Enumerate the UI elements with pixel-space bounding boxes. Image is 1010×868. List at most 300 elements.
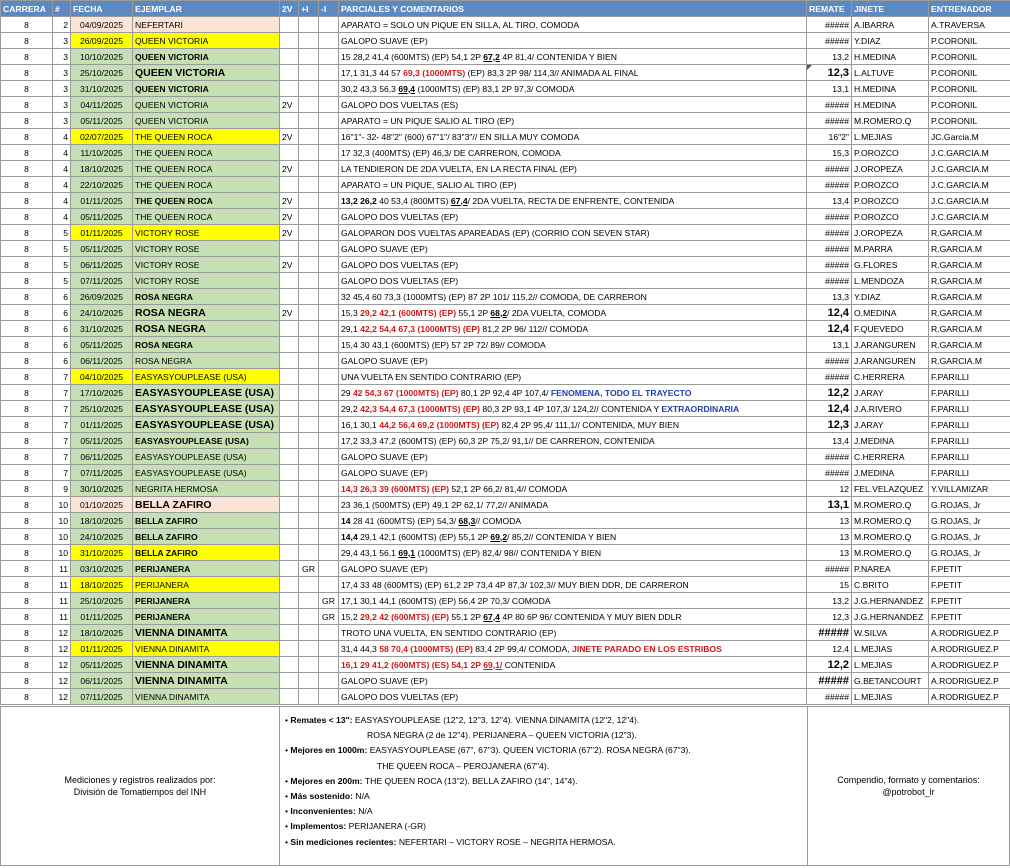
cell-parciales[interactable]: GALOPO SUAVE (EP): [339, 673, 807, 689]
cell-plus-i[interactable]: [299, 129, 319, 145]
cell-2v[interactable]: [280, 177, 299, 193]
cell-ejemplar[interactable]: QUEEN VICTORIA: [133, 49, 280, 65]
cell-minus-i[interactable]: [319, 689, 339, 705]
cell-jinete[interactable]: L.MEJIAS: [852, 689, 929, 705]
col-jinete[interactable]: JINETE: [852, 1, 929, 17]
cell-ejemplar[interactable]: THE QUEEN ROCA: [133, 129, 280, 145]
cell-minus-i[interactable]: [319, 273, 339, 289]
cell-fecha[interactable]: 06/11/2025: [71, 257, 133, 273]
cell-carrera[interactable]: 8: [1, 417, 53, 433]
cell-remate[interactable]: #####: [807, 241, 852, 257]
cell-fecha[interactable]: 30/10/2025: [71, 481, 133, 497]
cell-2v[interactable]: [280, 321, 299, 337]
cell-jinete[interactable]: C.HERRERA: [852, 449, 929, 465]
cell-jinete[interactable]: P.OROZCO: [852, 145, 929, 161]
cell-2v[interactable]: 2V: [280, 97, 299, 113]
cell-parciales[interactable]: [339, 513, 807, 529]
cell-minus-i[interactable]: [319, 401, 339, 417]
cell-fecha[interactable]: 03/10/2025: [71, 561, 133, 577]
cell-2v[interactable]: [280, 593, 299, 609]
cell-fecha[interactable]: 05/11/2025: [71, 657, 133, 673]
cell-parciales[interactable]: [339, 657, 807, 673]
cell-remate[interactable]: #####: [807, 17, 852, 33]
cell-parciales[interactable]: APARATO = UN PIQUE SALIO AL TIRO (EP): [339, 113, 807, 129]
cell-carrera[interactable]: 8: [1, 33, 53, 49]
cell-remate[interactable]: #####: [807, 97, 852, 113]
cell-parciales[interactable]: [339, 641, 807, 657]
cell-2v[interactable]: 2V: [280, 209, 299, 225]
cell-entrenador[interactable]: J.C.GARCIA.M: [929, 145, 1010, 161]
cell-ejemplar[interactable]: VIENNA DINAMITA: [133, 641, 280, 657]
cell-num[interactable]: 12: [53, 673, 71, 689]
cell-remate[interactable]: 13,2: [807, 49, 852, 65]
cell-fecha[interactable]: 18/10/2025: [71, 625, 133, 641]
cell-plus-i[interactable]: [299, 289, 319, 305]
cell-carrera[interactable]: 8: [1, 353, 53, 369]
cell-num[interactable]: 5: [53, 225, 71, 241]
cell-jinete[interactable]: C.HERRERA: [852, 369, 929, 385]
cell-plus-i[interactable]: [299, 241, 319, 257]
cell-parciales[interactable]: [339, 417, 807, 433]
cell-2v[interactable]: 2V: [280, 129, 299, 145]
cell-jinete[interactable]: H.MEDINA: [852, 97, 929, 113]
cell-minus-i[interactable]: [319, 145, 339, 161]
cell-parciales[interactable]: 15,4 30 43,1 (600MTS) (EP) 57 2P 72/ 89// COMODA: [339, 337, 807, 353]
cell-fecha[interactable]: 01/11/2025: [71, 225, 133, 241]
cell-minus-i[interactable]: [319, 17, 339, 33]
cell-parciales[interactable]: 16"1"- 32- 48"2" (600) 67"1"/ 83"3"// EN SILLA MUY COMODA: [339, 129, 807, 145]
cell-remate[interactable]: 12,4: [807, 401, 852, 417]
cell-remate[interactable]: 13,1: [807, 81, 852, 97]
cell-num[interactable]: 4: [53, 161, 71, 177]
cell-entrenador[interactable]: F.PARILLI: [929, 417, 1010, 433]
cell-plus-i[interactable]: [299, 449, 319, 465]
cell-num[interactable]: 7: [53, 449, 71, 465]
cell-jinete[interactable]: L.ALTUVE: [852, 65, 929, 81]
cell-parciales[interactable]: [339, 385, 807, 401]
cell-carrera[interactable]: 8: [1, 97, 53, 113]
cell-entrenador[interactable]: F.PARILLI: [929, 433, 1010, 449]
cell-entrenador[interactable]: R.GARCIA.M: [929, 289, 1010, 305]
cell-remate[interactable]: #####: [807, 113, 852, 129]
cell-parciales[interactable]: GALOPO SUAVE (EP): [339, 353, 807, 369]
cell-parciales[interactable]: [339, 609, 807, 625]
cell-remate[interactable]: 13,1: [807, 337, 852, 353]
cell-fecha[interactable]: 06/11/2025: [71, 353, 133, 369]
cell-plus-i[interactable]: [299, 113, 319, 129]
cell-carrera[interactable]: 8: [1, 609, 53, 625]
cell-carrera[interactable]: 8: [1, 129, 53, 145]
cell-minus-i[interactable]: [319, 321, 339, 337]
cell-ejemplar[interactable]: BELLA ZAFIRO: [133, 513, 280, 529]
cell-plus-i[interactable]: [299, 481, 319, 497]
cell-ejemplar[interactable]: PERIJANERA: [133, 609, 280, 625]
cell-plus-i[interactable]: [299, 337, 319, 353]
col-fecha[interactable]: FECHA: [71, 1, 133, 17]
cell-entrenador[interactable]: J.C.GARCIA.M: [929, 193, 1010, 209]
cell-plus-i[interactable]: [299, 641, 319, 657]
cell-jinete[interactable]: J.ARANGUREN: [852, 337, 929, 353]
cell-num[interactable]: 5: [53, 241, 71, 257]
cell-remate[interactable]: 12,3: [807, 65, 852, 81]
cell-minus-i[interactable]: [319, 177, 339, 193]
cell-minus-i[interactable]: [319, 209, 339, 225]
cell-num[interactable]: 11: [53, 609, 71, 625]
cell-ejemplar[interactable]: EASYASYOUPLEASE (USA): [133, 449, 280, 465]
cell-minus-i[interactable]: [319, 529, 339, 545]
cell-fecha[interactable]: 07/11/2025: [71, 273, 133, 289]
cell-plus-i[interactable]: [299, 369, 319, 385]
cell-carrera[interactable]: 8: [1, 561, 53, 577]
cell-carrera[interactable]: 8: [1, 321, 53, 337]
cell-fecha[interactable]: 05/11/2025: [71, 433, 133, 449]
cell-remate[interactable]: 12,4: [807, 305, 852, 321]
cell-minus-i[interactable]: [319, 497, 339, 513]
cell-num[interactable]: 6: [53, 321, 71, 337]
cell-2v[interactable]: [280, 561, 299, 577]
cell-jinete[interactable]: M.ROMERO.Q: [852, 513, 929, 529]
cell-fecha[interactable]: 04/11/2025: [71, 97, 133, 113]
cell-2v[interactable]: [280, 369, 299, 385]
cell-num[interactable]: 5: [53, 273, 71, 289]
cell-ejemplar[interactable]: BELLA ZAFIRO: [133, 529, 280, 545]
cell-minus-i[interactable]: [319, 353, 339, 369]
cell-plus-i[interactable]: [299, 401, 319, 417]
cell-minus-i[interactable]: [319, 369, 339, 385]
col-entrenador[interactable]: ENTRENADOR: [929, 1, 1010, 17]
cell-entrenador[interactable]: F.PARILLI: [929, 369, 1010, 385]
cell-parciales[interactable]: 17 32,3 (400MTS) (EP) 46,3/ DE CARRERON, COMODA: [339, 145, 807, 161]
cell-num[interactable]: 4: [53, 177, 71, 193]
cell-carrera[interactable]: 8: [1, 497, 53, 513]
cell-fecha[interactable]: 31/10/2025: [71, 545, 133, 561]
cell-num[interactable]: 3: [53, 113, 71, 129]
cell-jinete[interactable]: H.MEDINA: [852, 81, 929, 97]
cell-entrenador[interactable]: G.ROJAS, Jr: [929, 513, 1010, 529]
cell-entrenador[interactable]: G.ROJAS, Jr: [929, 529, 1010, 545]
cell-ejemplar[interactable]: QUEEN VICTORIA: [133, 97, 280, 113]
cell-minus-i[interactable]: [319, 625, 339, 641]
cell-ejemplar[interactable]: THE QUEEN ROCA: [133, 209, 280, 225]
cell-remate[interactable]: #####: [807, 689, 852, 705]
cell-parciales[interactable]: [339, 49, 807, 65]
cell-entrenador[interactable]: F.PARILLI: [929, 401, 1010, 417]
cell-jinete[interactable]: C.BRITO: [852, 577, 929, 593]
cell-ejemplar[interactable]: QUEEN VICTORIA: [133, 33, 280, 49]
cell-ejemplar[interactable]: ROSA NEGRA: [133, 289, 280, 305]
cell-jinete[interactable]: F.QUEVEDO: [852, 321, 929, 337]
cell-fecha[interactable]: 18/10/2025: [71, 161, 133, 177]
cell-plus-i[interactable]: [299, 657, 319, 673]
col-plus-i[interactable]: +I: [299, 1, 319, 17]
cell-ejemplar[interactable]: VIENNA DINAMITA: [133, 689, 280, 705]
cell-parciales[interactable]: GALOPARON DOS VUELTAS APAREADAS (EP) (CORRIO CON SEVEN STAR): [339, 225, 807, 241]
cell-entrenador[interactable]: G.ROJAS, Jr: [929, 497, 1010, 513]
cell-jinete[interactable]: O.MEDINA: [852, 305, 929, 321]
cell-fecha[interactable]: 02/07/2025: [71, 129, 133, 145]
cell-entrenador[interactable]: R.GARCIA.M: [929, 305, 1010, 321]
cell-num[interactable]: 11: [53, 593, 71, 609]
cell-fecha[interactable]: 04/10/2025: [71, 369, 133, 385]
cell-jinete[interactable]: M.ROMERO.Q: [852, 497, 929, 513]
cell-parciales[interactable]: [339, 81, 807, 97]
cell-plus-i[interactable]: [299, 305, 319, 321]
cell-plus-i[interactable]: [299, 417, 319, 433]
cell-ejemplar[interactable]: QUEEN VICTORIA: [133, 81, 280, 97]
cell-carrera[interactable]: 8: [1, 225, 53, 241]
cell-entrenador[interactable]: R.GARCIA.M: [929, 241, 1010, 257]
cell-plus-i[interactable]: [299, 193, 319, 209]
cell-minus-i[interactable]: [319, 257, 339, 273]
cell-minus-i[interactable]: [319, 641, 339, 657]
cell-num[interactable]: 3: [53, 33, 71, 49]
cell-fecha[interactable]: 31/10/2025: [71, 81, 133, 97]
cell-jinete[interactable]: J.ARANGUREN: [852, 353, 929, 369]
cell-carrera[interactable]: 8: [1, 513, 53, 529]
cell-fecha[interactable]: 31/10/2025: [71, 321, 133, 337]
cell-carrera[interactable]: 8: [1, 257, 53, 273]
cell-ejemplar[interactable]: EASYASYOUPLEASE (USA): [133, 369, 280, 385]
cell-num[interactable]: 3: [53, 81, 71, 97]
cell-2v[interactable]: 2V: [280, 305, 299, 321]
cell-2v[interactable]: [280, 17, 299, 33]
cell-2v[interactable]: [280, 113, 299, 129]
cell-num[interactable]: 6: [53, 337, 71, 353]
cell-plus-i[interactable]: [299, 433, 319, 449]
cell-num[interactable]: 6: [53, 305, 71, 321]
cell-minus-i[interactable]: [319, 433, 339, 449]
cell-jinete[interactable]: P.OROZCO: [852, 177, 929, 193]
cell-entrenador[interactable]: A.RODRIGUEZ.P: [929, 689, 1010, 705]
cell-plus-i[interactable]: [299, 513, 319, 529]
cell-ejemplar[interactable]: VIENNA DINAMITA: [133, 673, 280, 689]
cell-ejemplar[interactable]: THE QUEEN ROCA: [133, 161, 280, 177]
cell-entrenador[interactable]: P.CORONIL: [929, 97, 1010, 113]
cell-ejemplar[interactable]: NEFERTARI: [133, 17, 280, 33]
cell-minus-i[interactable]: [319, 225, 339, 241]
cell-jinete[interactable]: G.FLORES: [852, 257, 929, 273]
cell-num[interactable]: 12: [53, 625, 71, 641]
cell-entrenador[interactable]: F.PARILLI: [929, 465, 1010, 481]
cell-jinete[interactable]: J.ARAY: [852, 385, 929, 401]
cell-parciales[interactable]: GALOPO DOS VUELTAS (EP): [339, 689, 807, 705]
cell-minus-i[interactable]: GR: [319, 593, 339, 609]
cell-remate[interactable]: 13,3: [807, 289, 852, 305]
cell-carrera[interactable]: 8: [1, 193, 53, 209]
cell-2v[interactable]: [280, 689, 299, 705]
cell-ejemplar[interactable]: QUEEN VICTORIA: [133, 113, 280, 129]
cell-plus-i[interactable]: [299, 465, 319, 481]
cell-fecha[interactable]: 18/10/2025: [71, 577, 133, 593]
cell-ejemplar[interactable]: ROSA NEGRA: [133, 337, 280, 353]
cell-carrera[interactable]: 8: [1, 545, 53, 561]
cell-jinete[interactable]: J.ARAY: [852, 417, 929, 433]
cell-jinete[interactable]: J.MEDINA: [852, 433, 929, 449]
cell-parciales[interactable]: [339, 481, 807, 497]
cell-minus-i[interactable]: [319, 97, 339, 113]
cell-fecha[interactable]: 10/10/2025: [71, 49, 133, 65]
cell-entrenador[interactable]: A.RODRIGUEZ.P: [929, 625, 1010, 641]
cell-jinete[interactable]: M.ROMERO.Q: [852, 113, 929, 129]
cell-ejemplar[interactable]: VICTORY ROSE: [133, 273, 280, 289]
cell-num[interactable]: 3: [53, 49, 71, 65]
cell-num[interactable]: 4: [53, 209, 71, 225]
cell-fecha[interactable]: 25/10/2025: [71, 401, 133, 417]
cell-remate[interactable]: #####: [807, 673, 852, 689]
cell-carrera[interactable]: 8: [1, 81, 53, 97]
cell-fecha[interactable]: 01/11/2025: [71, 193, 133, 209]
cell-2v[interactable]: [280, 449, 299, 465]
col-carrera[interactable]: CARRERA: [1, 1, 53, 17]
cell-2v[interactable]: [280, 641, 299, 657]
cell-ejemplar[interactable]: THE QUEEN ROCA: [133, 145, 280, 161]
cell-entrenador[interactable]: JC.Garcia.M: [929, 129, 1010, 145]
cell-parciales[interactable]: 32 45,4 60 73,3 (1000MTS) (EP) 87 2P 101/ 115,2// COMODA, DE CARRERON: [339, 289, 807, 305]
cell-parciales[interactable]: GALOPO SUAVE (EP): [339, 561, 807, 577]
cell-2v[interactable]: [280, 529, 299, 545]
cell-ejemplar[interactable]: ROSA NEGRA: [133, 321, 280, 337]
cell-plus-i[interactable]: GR: [299, 561, 319, 577]
cell-jinete[interactable]: J.OROPEZA: [852, 161, 929, 177]
cell-ejemplar[interactable]: VICTORY ROSE: [133, 241, 280, 257]
cell-minus-i[interactable]: [319, 673, 339, 689]
cell-plus-i[interactable]: [299, 257, 319, 273]
cell-jinete[interactable]: J.A.RIVERO: [852, 401, 929, 417]
cell-minus-i[interactable]: [319, 481, 339, 497]
cell-2v[interactable]: [280, 465, 299, 481]
cell-jinete[interactable]: Y.DIAZ: [852, 289, 929, 305]
cell-carrera[interactable]: 8: [1, 673, 53, 689]
col-ejemplar[interactable]: EJEMPLAR: [133, 1, 280, 17]
cell-minus-i[interactable]: [319, 545, 339, 561]
cell-entrenador[interactable]: J.C.GARCIA.M: [929, 161, 1010, 177]
cell-minus-i[interactable]: [319, 81, 339, 97]
cell-plus-i[interactable]: [299, 497, 319, 513]
cell-plus-i[interactable]: [299, 385, 319, 401]
cell-remate[interactable]: #####: [807, 273, 852, 289]
cell-parciales[interactable]: [339, 65, 807, 81]
cell-remate[interactable]: 12,4: [807, 641, 852, 657]
cell-carrera[interactable]: 8: [1, 289, 53, 305]
cell-num[interactable]: 7: [53, 417, 71, 433]
cell-fecha[interactable]: 25/10/2025: [71, 593, 133, 609]
cell-2v[interactable]: [280, 33, 299, 49]
cell-plus-i[interactable]: [299, 209, 319, 225]
cell-remate[interactable]: 13,1: [807, 497, 852, 513]
cell-ejemplar[interactable]: BELLA ZAFIRO: [133, 545, 280, 561]
cell-minus-i[interactable]: [319, 385, 339, 401]
cell-num[interactable]: 10: [53, 545, 71, 561]
col-2v[interactable]: 2V: [280, 1, 299, 17]
cell-remate[interactable]: #####: [807, 257, 852, 273]
cell-carrera[interactable]: 8: [1, 593, 53, 609]
cell-fecha[interactable]: 11/10/2025: [71, 145, 133, 161]
cell-2v[interactable]: [280, 625, 299, 641]
cell-num[interactable]: 12: [53, 641, 71, 657]
cell-fecha[interactable]: 06/11/2025: [71, 449, 133, 465]
cell-remate[interactable]: #####: [807, 177, 852, 193]
cell-parciales[interactable]: 17,1 30,1 44,1 (600MTS) (EP) 56,4 2P 70,3/ COMODA: [339, 593, 807, 609]
cell-ejemplar[interactable]: BELLA ZAFIRO: [133, 497, 280, 513]
cell-carrera[interactable]: 8: [1, 305, 53, 321]
cell-num[interactable]: 4: [53, 129, 71, 145]
cell-carrera[interactable]: 8: [1, 273, 53, 289]
cell-remate[interactable]: #####: [807, 161, 852, 177]
cell-remate[interactable]: 13,2: [807, 593, 852, 609]
cell-num[interactable]: 10: [53, 529, 71, 545]
cell-entrenador[interactable]: R.GARCIA.M: [929, 273, 1010, 289]
cell-fecha[interactable]: 24/10/2025: [71, 305, 133, 321]
cell-fecha[interactable]: 18/10/2025: [71, 513, 133, 529]
cell-num[interactable]: 11: [53, 577, 71, 593]
cell-fecha[interactable]: 05/11/2025: [71, 241, 133, 257]
cell-fecha[interactable]: 01/10/2025: [71, 497, 133, 513]
cell-carrera[interactable]: 8: [1, 529, 53, 545]
cell-jinete[interactable]: H.MEDINA: [852, 49, 929, 65]
cell-fecha[interactable]: 22/10/2025: [71, 177, 133, 193]
cell-minus-i[interactable]: [319, 561, 339, 577]
cell-carrera[interactable]: 8: [1, 641, 53, 657]
cell-remate[interactable]: #####: [807, 449, 852, 465]
cell-remate[interactable]: 13: [807, 545, 852, 561]
cell-jinete[interactable]: M.ROMERO.Q: [852, 529, 929, 545]
cell-entrenador[interactable]: R.GARCIA.M: [929, 337, 1010, 353]
cell-num[interactable]: 10: [53, 513, 71, 529]
cell-parciales[interactable]: GALOPO DOS VUELTAS (EP): [339, 273, 807, 289]
cell-remate[interactable]: 13: [807, 513, 852, 529]
cell-2v[interactable]: [280, 337, 299, 353]
cell-jinete[interactable]: G.BETANCOURT: [852, 673, 929, 689]
cell-num[interactable]: 10: [53, 497, 71, 513]
cell-entrenador[interactable]: Y.VILLAMIZAR: [929, 481, 1010, 497]
cell-plus-i[interactable]: [299, 225, 319, 241]
cell-carrera[interactable]: 8: [1, 241, 53, 257]
col-minus-i[interactable]: -I: [319, 1, 339, 17]
cell-2v[interactable]: [280, 49, 299, 65]
cell-num[interactable]: 7: [53, 385, 71, 401]
cell-minus-i[interactable]: [319, 465, 339, 481]
cell-plus-i[interactable]: [299, 49, 319, 65]
cell-2v[interactable]: [280, 545, 299, 561]
cell-ejemplar[interactable]: EASYASYOUPLEASE (USA): [133, 401, 280, 417]
cell-entrenador[interactable]: R.GARCIA.M: [929, 321, 1010, 337]
cell-plus-i[interactable]: [299, 593, 319, 609]
cell-entrenador[interactable]: P.CORONIL: [929, 81, 1010, 97]
cell-2v[interactable]: [280, 385, 299, 401]
cell-entrenador[interactable]: A.RODRIGUEZ.P: [929, 673, 1010, 689]
cell-parciales[interactable]: 23 36,1 (500MTS) (EP) 49,1 2P 62,1/ 77,2// ANIMADA: [339, 497, 807, 513]
cell-2v[interactable]: [280, 481, 299, 497]
cell-minus-i[interactable]: [319, 33, 339, 49]
cell-minus-i[interactable]: [319, 241, 339, 257]
cell-parciales[interactable]: UNA VUELTA EN SENTIDO CONTRARIO (EP): [339, 369, 807, 385]
cell-carrera[interactable]: 8: [1, 337, 53, 353]
cell-jinete[interactable]: FEL.VELAZQUEZ: [852, 481, 929, 497]
cell-carrera[interactable]: 8: [1, 433, 53, 449]
cell-parciales[interactable]: GALOPO SUAVE (EP): [339, 33, 807, 49]
cell-jinete[interactable]: L.MEJIAS: [852, 641, 929, 657]
cell-ejemplar[interactable]: ROSA NEGRA: [133, 353, 280, 369]
cell-carrera[interactable]: 8: [1, 385, 53, 401]
cell-entrenador[interactable]: R.GARCIA.M: [929, 225, 1010, 241]
cell-plus-i[interactable]: [299, 161, 319, 177]
cell-2v[interactable]: [280, 273, 299, 289]
cell-entrenador[interactable]: R.GARCIA.M: [929, 353, 1010, 369]
cell-fecha[interactable]: 01/11/2025: [71, 641, 133, 657]
cell-carrera[interactable]: 8: [1, 145, 53, 161]
cell-entrenador[interactable]: J.C.GARCIA.M: [929, 209, 1010, 225]
cell-plus-i[interactable]: [299, 673, 319, 689]
